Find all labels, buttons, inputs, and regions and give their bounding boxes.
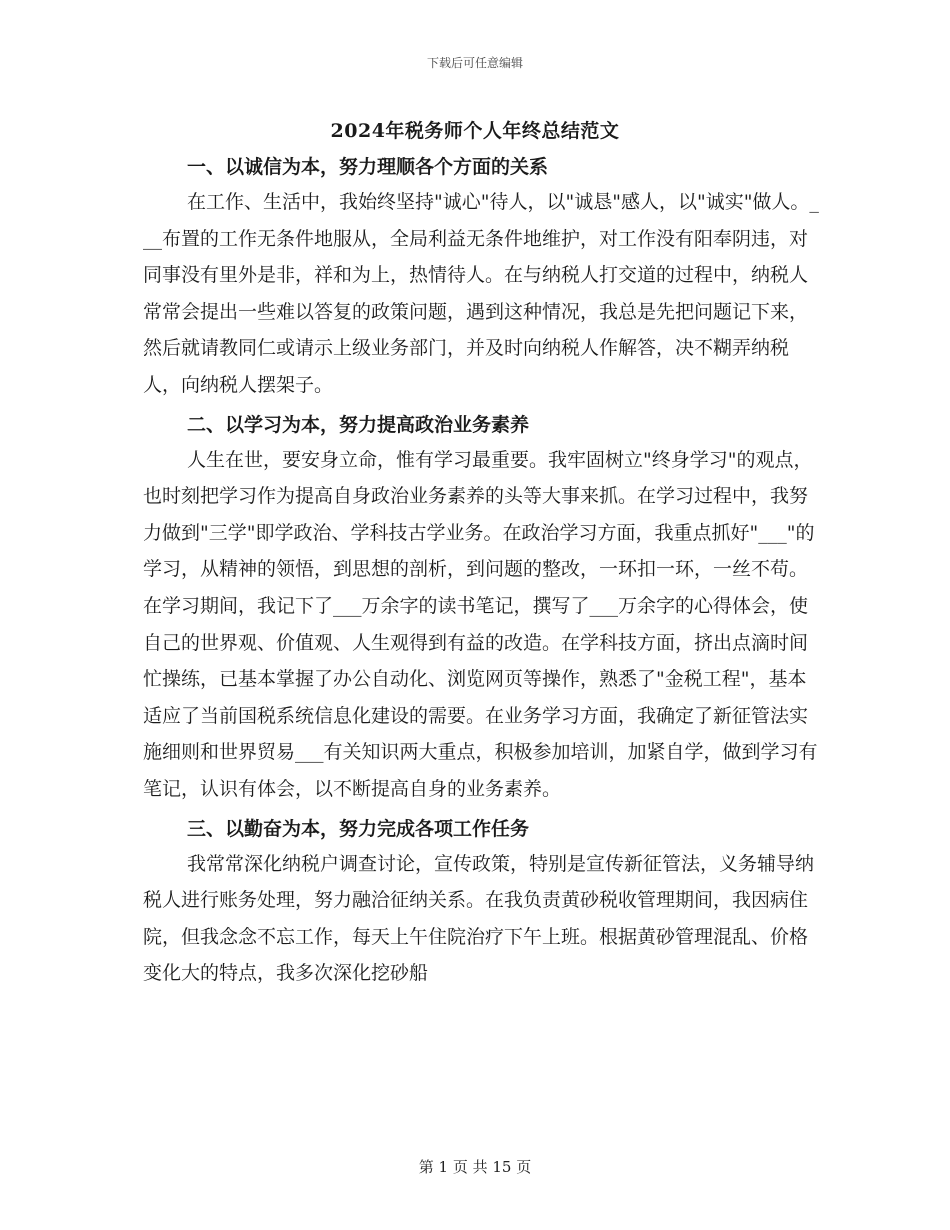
page-number-footer: 第 1 页 共 15 页 [418, 1158, 532, 1176]
section-paragraph-3: 我常常深化纳税户调查讨论，宣传政策，特别是宣传新征管法，义务辅导纳税人进行账务处理，努力融洽征纳关系。在我负责黄砂税收管理期间，我因病住院，但我念念不忘工作，每天上午住院治疗下午上班。根据黄砂管理混乱、价格变化大的特点，我多次深化挖砂船 [143, 852, 815, 985]
document-title: 2024年税务师个人年终总结范文 [330, 120, 620, 142]
section-heading-3: 三、以勤奋为本，努力完成各项工作任务 [187, 817, 530, 840]
section-heading-1: 一、以诚信为本，努力理顺各个方面的关系 [187, 156, 549, 178]
section-paragraph-2: 人生在世，要安身立命，惟有学习最重要。我牢固树立"终身学习"的观点，也时刻把学习作为提高自身政治业务素养的头等大事来抓。在学习过程中，我努力做到"三学"即学政治、学科技古学业务。在政治学习方面，我重点抓好"___"的学习，从精神的领悟，到思想的剖析，到问题的整改，一环扣一环，一丝不苟。在学习期间，我记下了___万余字的读书笔记，撰写了___万余字的心得体会，使自己的世界观、价值观、人生观得到有益的改造。在学科技方面，挤出点滴时间忙操练，已基本掌握了办公自动化、浏览网页等操作，熟悉了"金税工程"，基本适应了当前国税系统信息化建设的需要。在业务学习方面，我确定了新征管法实施细则和世界贸易___有关知识两大重点，积极参加培训，加紧自学，做到学习有笔记，认识有体会，以不断提高自身的业务素养。 [143, 448, 818, 800]
header-note: 下载后可任意编辑 [426, 56, 523, 70]
document-body [143, 150, 823, 992]
section-paragraph-1: 在工作、生活中，我始终坚持"诚心"待人，以"诚恳"感人，以"诚实"做人。___布置的工作无条件地服从，全局利益无条件地维护，对工作没有阳奉阴违，对同事没有里外是非，祥和为上，热情待人。在与纳税人打交道的过程中，纳税人常常会提出一些难以答复的政策问题，遇到这种情况，我总是先把问题记下来，然后就请教同仁或请示上级业务部门，并及时向纳税人作解答，决不糊弄纳税人，向纳税人摆架子。 [143, 191, 819, 396]
section-heading-2: 二、以学习为本，努力提高政治业务素养 [187, 413, 530, 436]
